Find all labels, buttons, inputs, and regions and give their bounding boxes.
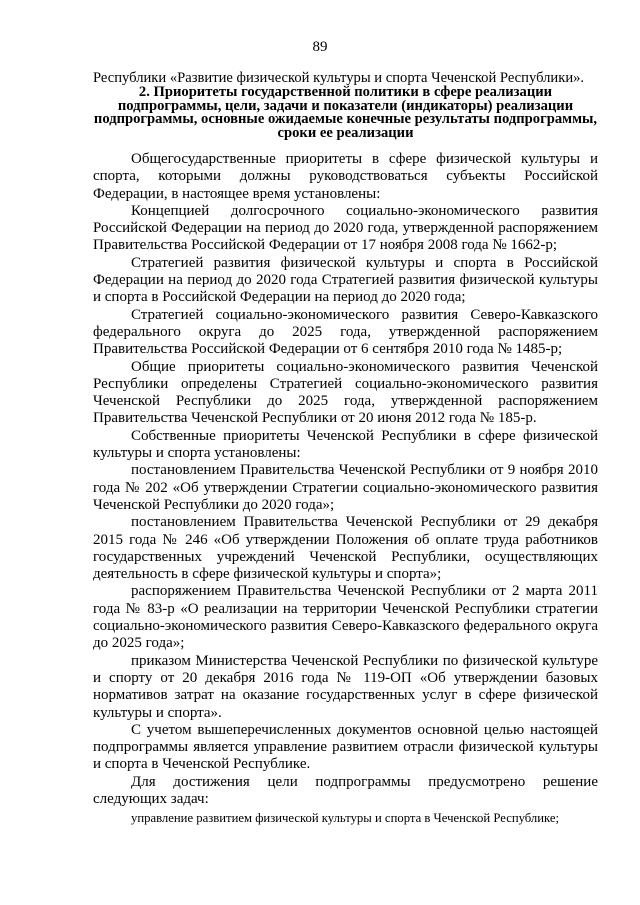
paragraph-chechen-general-priorities: Общие приоритеты социально-экономического развития Чеченской Республики определены Стратегией социально-экономического развития Чеченской Республики до 2025 года, утвержденной распоряжением Правительства Чеченской Республики от 20 июня 2012 года № 185-р. xyxy=(93,358,598,427)
paragraph-general-priorities: Общегосударственные приоритеты в сфере физической культуры и спорта, которыми должны руководствоваться субъекты Российской Федерации, в настоящее время установлены: xyxy=(93,151,598,202)
paragraph-north-caucasus-strategy: Стратегией социально-экономического развития Северо-Кавказского федерального округа до 2025 года, утвержденной распоряжением Правительства Российской Федерации от 6 сентября 2010 года № 1485-р; xyxy=(93,306,598,358)
task-item: управление развитием физической культуры и спорта в Чеченской Республике; xyxy=(131,811,560,826)
paragraph-order-83r: распоряжением Правительства Чеченской Республики от 2 марта 2011 года № 83-р «О реализации на территории Чеченской Республики стратегии социально-экономического развития Северо-Кавказского федерального округа до 2025 года»; xyxy=(93,583,598,652)
paragraph-main-goal: С учетом вышеперечисленных документов основной целью настоящей подпрограммы является управление развитием отрасли физической культуры и спорта в Чеченской Республике. xyxy=(93,721,598,773)
page-number: 89 xyxy=(312,39,328,55)
paragraph-tasks-intro: Для достижения цели подпрограммы предусмотрено решение следующих задач: xyxy=(93,773,598,807)
page-content xyxy=(93,70,598,827)
intro-line: Республики «Развитие физической культуры и спорта Чеченской Республики». xyxy=(93,70,585,86)
paragraph-resolution-202: постановлением Правительства Чеченской Республики от 9 ноября 2010 года № 202 «Об утверждении Стратегии социально-экономического развития Чеченской Республики до 2020 года»; xyxy=(93,462,598,513)
paragraph-resolution-246: постановлением Правительства Чеченской Республики от 29 декабря 2015 года № 246 «Об утверждении Положения об оплате труда работников государственных учреждений Чеченской Республики, осуществляющих деятельность в сфере физической культуры и спорта»; xyxy=(93,514,598,583)
section-heading: 2. Приоритеты государственной политики в сфере реализации подпрограммы, цели, задачи и показатели (индикаторы) реализации подпрограммы, основные ожидаемые конечные результаты подпрограммы, сроки ее реализации xyxy=(93,84,598,141)
paragraph-own-priorities: Собственные приоритеты Чеченской Республики в сфере физической культуры и спорта установлены: xyxy=(93,427,598,462)
paragraph-concept-2020: Концепцией долгосрочного социально-экономического развития Российской Федерации на период до 2020 года, утвержденной распоряжением Правительства Российской Федерации от 17 ноября 2008 года № 1662-р; xyxy=(93,202,598,254)
paragraph-sport-strategy: Стратегией развития физической культуры и спорта в Российской Федерации на период до 2020 года Стратегией развития физической культуры и спорта в Российской Федерации на период до 2020 года; xyxy=(93,254,598,306)
paragraph-order-119op: приказом Министерства Чеченской Республики по физической культуре и спорту от 20 декабря 2016 года № 119-ОП «Об утверждении базовых нормативов затрат на оказание государственных услуг в сфере физической культуры и спорта». xyxy=(93,652,598,721)
